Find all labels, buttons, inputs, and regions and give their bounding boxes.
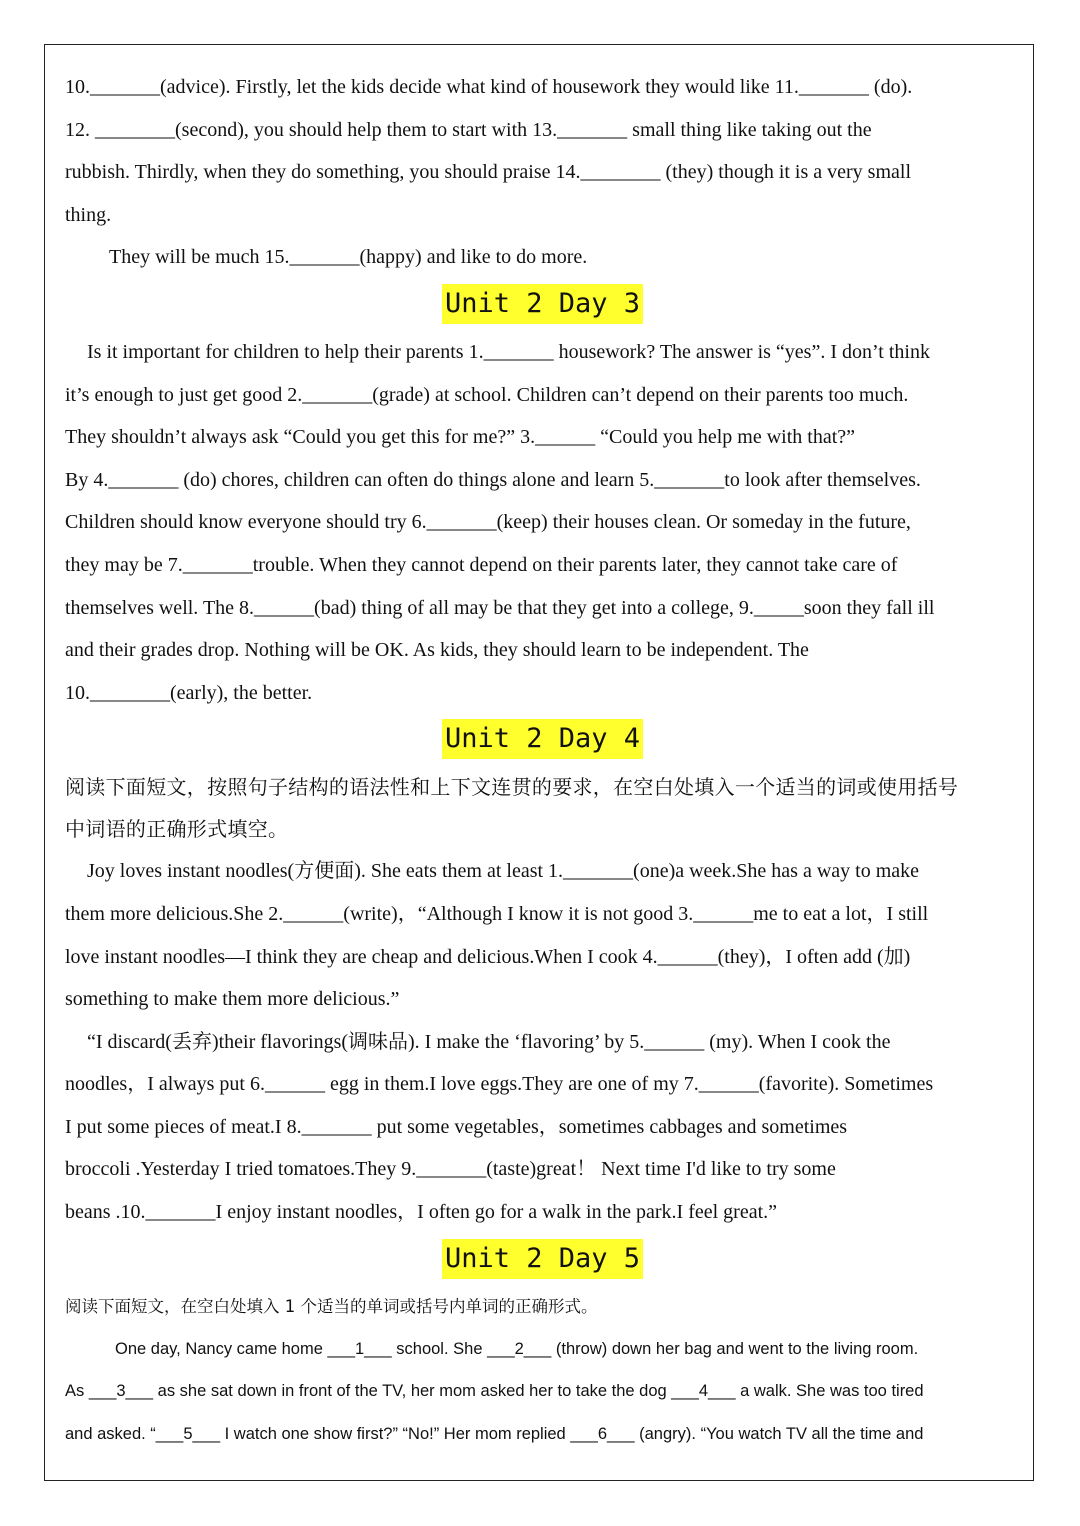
text-line: themselves well. The 8.______(bad) thing of all may be that they get into a college, 9._____soon they fall ill — [65, 596, 935, 619]
text-line: rubbish. Thirdly, when they do something, you should praise 14.________ (they) though it is a very small — [65, 161, 912, 184]
text-line: They shouldn’t always ask “Could you get this for me?” 3.______ “Could you help me with that?” — [65, 426, 856, 449]
text-line: As ___3___ as she sat down in front of the TV, her mom asked her to take the dog ___4___ a walk. She was too tired — [65, 1382, 924, 1401]
day5-instruction: 阅读下面短文，在空白处填入 1 个适当的单词或括号内单词的正确形式。 — [65, 1296, 598, 1316]
day4-title-row — [65, 712, 1020, 766]
text-line: something to make them more delicious.” — [65, 988, 400, 1011]
text-line: they may be 7._______trouble. When they cannot depend on their parents later, they cannot take care of — [65, 553, 898, 576]
day5-title-row — [65, 1232, 1020, 1286]
day4-instructions — [65, 766, 1020, 850]
text-line: Joy loves instant noodles(方便面). She eats them at least 1._______(one)a week.She has a way to make — [87, 860, 920, 883]
day3-title-row — [65, 277, 1020, 331]
text-line: and asked. “___5___ I watch one show first?” “No!” Her mom replied ___6___ (angry). “You watch TV all the time and — [65, 1424, 924, 1443]
text-line: By 4._______ (do) chores, children can often do things alone and learn 5._______to look after themselves. — [65, 468, 921, 491]
text-line: They will be much 15._______(happy) and like to do more. — [109, 246, 588, 269]
day3-title: Unit 2 Day 3 — [442, 284, 643, 324]
text-line: Children should know everyone should try 6._______(keep) their houses clean. Or someday in the future, — [65, 511, 911, 534]
day5-passage — [65, 1328, 1020, 1456]
text-line: I put some pieces of meat.I 8._______ put some vegetables，sometimes cabbages and sometimes — [65, 1115, 848, 1138]
text-line: love instant noodles—I think they are cheap and delicious.When I cook 4.______(they)，I often add (加) — [65, 945, 911, 968]
text-line: it’s enough to just get good 2._______(grade) at school. Children can’t depend on their parents too much. — [65, 383, 909, 406]
section-top — [65, 66, 1020, 279]
text-line: “I discard(丢弃)their flavorings(调味品). I make the ‘flavoring’ by 5.______ (my). When I cook the — [87, 1030, 891, 1053]
text-line: beans .10._______I enjoy instant noodles，I often go for a walk in the park.I feel great.” — [65, 1201, 778, 1224]
text-line: 10.________(early), the better. — [65, 681, 313, 704]
instruction-line: 阅读下面短文，按照句子结构的语法性和上下文连贯的要求，在空白处填入一个适当的词或使用括号 — [65, 775, 959, 800]
text-line: 10._______(advice). Firstly, let the kids decide what kind of housework they would like 11._______ (do). — [65, 76, 913, 98]
day4-passage — [65, 850, 1020, 1233]
text-line: broccoli .Yesterday I tried tomatoes.They 9._______(taste)great！ Next time I'd like to try some — [65, 1158, 836, 1181]
day4-title: Unit 2 Day 4 — [442, 719, 643, 759]
day5-title: Unit 2 Day 5 — [442, 1239, 643, 1279]
text-line: and their grades drop. Nothing will be OK. As kids, they should learn to be independent. The — [65, 639, 809, 662]
day3-passage — [65, 331, 1020, 714]
instruction-line: 中词语的正确形式填空。 — [65, 817, 289, 842]
text-line: thing. — [65, 203, 112, 226]
text-line: noodles，I always put 6.______ egg in them.I love eggs.They are one of my 7.______(favorite). Sometimes — [65, 1073, 934, 1096]
text-line: them more delicious.She 2.______(write)，“Although I know it is not good 3.______me to eat a lot，I still — [65, 902, 929, 925]
text-line: 12. ________(second), you should help them to start with 13._______ small thing like taking out the — [65, 118, 872, 141]
worksheet-content — [65, 66, 1020, 1455]
text-line: One day, Nancy came home ___1___ school. She ___2___ (throw) down her bag and went to the living room. — [115, 1339, 919, 1358]
text-line: Is it important for children to help their parents 1._______ housework? The answer is “yes”. I don’t think — [87, 340, 930, 363]
